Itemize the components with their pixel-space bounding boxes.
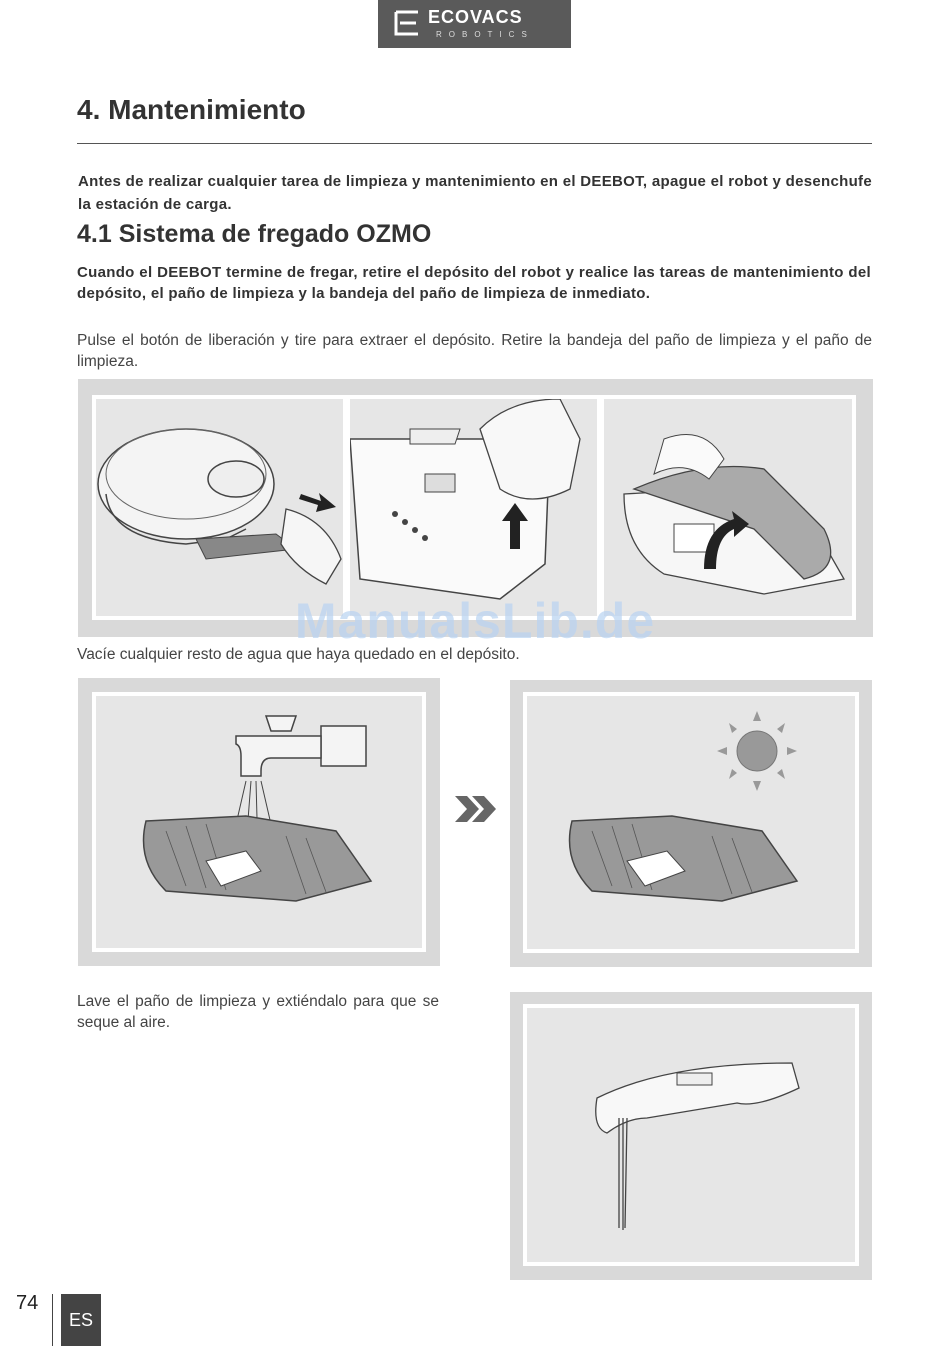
arrow-right-icon — [299, 493, 336, 512]
logo-subtitle: ROBOTICS — [436, 30, 534, 39]
watermark: ManualsLib.de — [294, 593, 656, 649]
step3-text: Lave el paño de limpieza y extiéndalo para que se seque al aire. — [77, 993, 439, 1031]
sun-icon — [717, 711, 797, 791]
section-title: 4.1 Sistema de fregado OZMO — [77, 220, 432, 248]
footer-divider — [52, 1294, 53, 1346]
page-number: 74 — [16, 1292, 39, 1314]
step1-text: Pulse el botón de liberación y tire para extraer el depósito. Retire la bandeja del paño de limpieza y el paño de limpieza. — [77, 332, 872, 370]
faucet-icon — [236, 716, 366, 776]
ecovacs-logo — [378, 0, 571, 48]
figure-hang-cloth — [510, 992, 872, 1280]
figure-hang-inner — [523, 1004, 859, 1266]
figure-release-button — [346, 395, 601, 620]
figure-remove-cloth — [600, 395, 856, 620]
section-bold-text: Cuando el DEEBOT termine de fregar, retire el depósito del robot y realice las tareas de mantenimiento del depósito, el paño de limpieza y la bandeja del paño de limpieza de inmediato. — [77, 264, 871, 302]
step2-text: Vacíe cualquier resto de agua que haya quedado en el depósito. — [77, 646, 520, 663]
page-title: 4. Mantenimiento — [77, 94, 306, 125]
intro-warning: Antes de realizar cualquier tarea de limpieza y mantenimiento en el DEEBOT, apague el robot y desenchufe la estación de carga. — [78, 173, 872, 213]
ecovacs-logo-icon — [392, 8, 422, 38]
logo-brand: ECOVACS — [428, 7, 523, 27]
title-divider — [77, 143, 872, 144]
figure-dry-tank — [510, 680, 872, 967]
figure-robot-tank — [92, 395, 347, 620]
figure-dry-inner — [523, 692, 859, 953]
figure-rinse-inner — [92, 692, 426, 952]
language-badge: ES — [61, 1294, 101, 1346]
double-chevron-icon — [455, 794, 497, 824]
figure-rinse-tank — [78, 678, 440, 966]
